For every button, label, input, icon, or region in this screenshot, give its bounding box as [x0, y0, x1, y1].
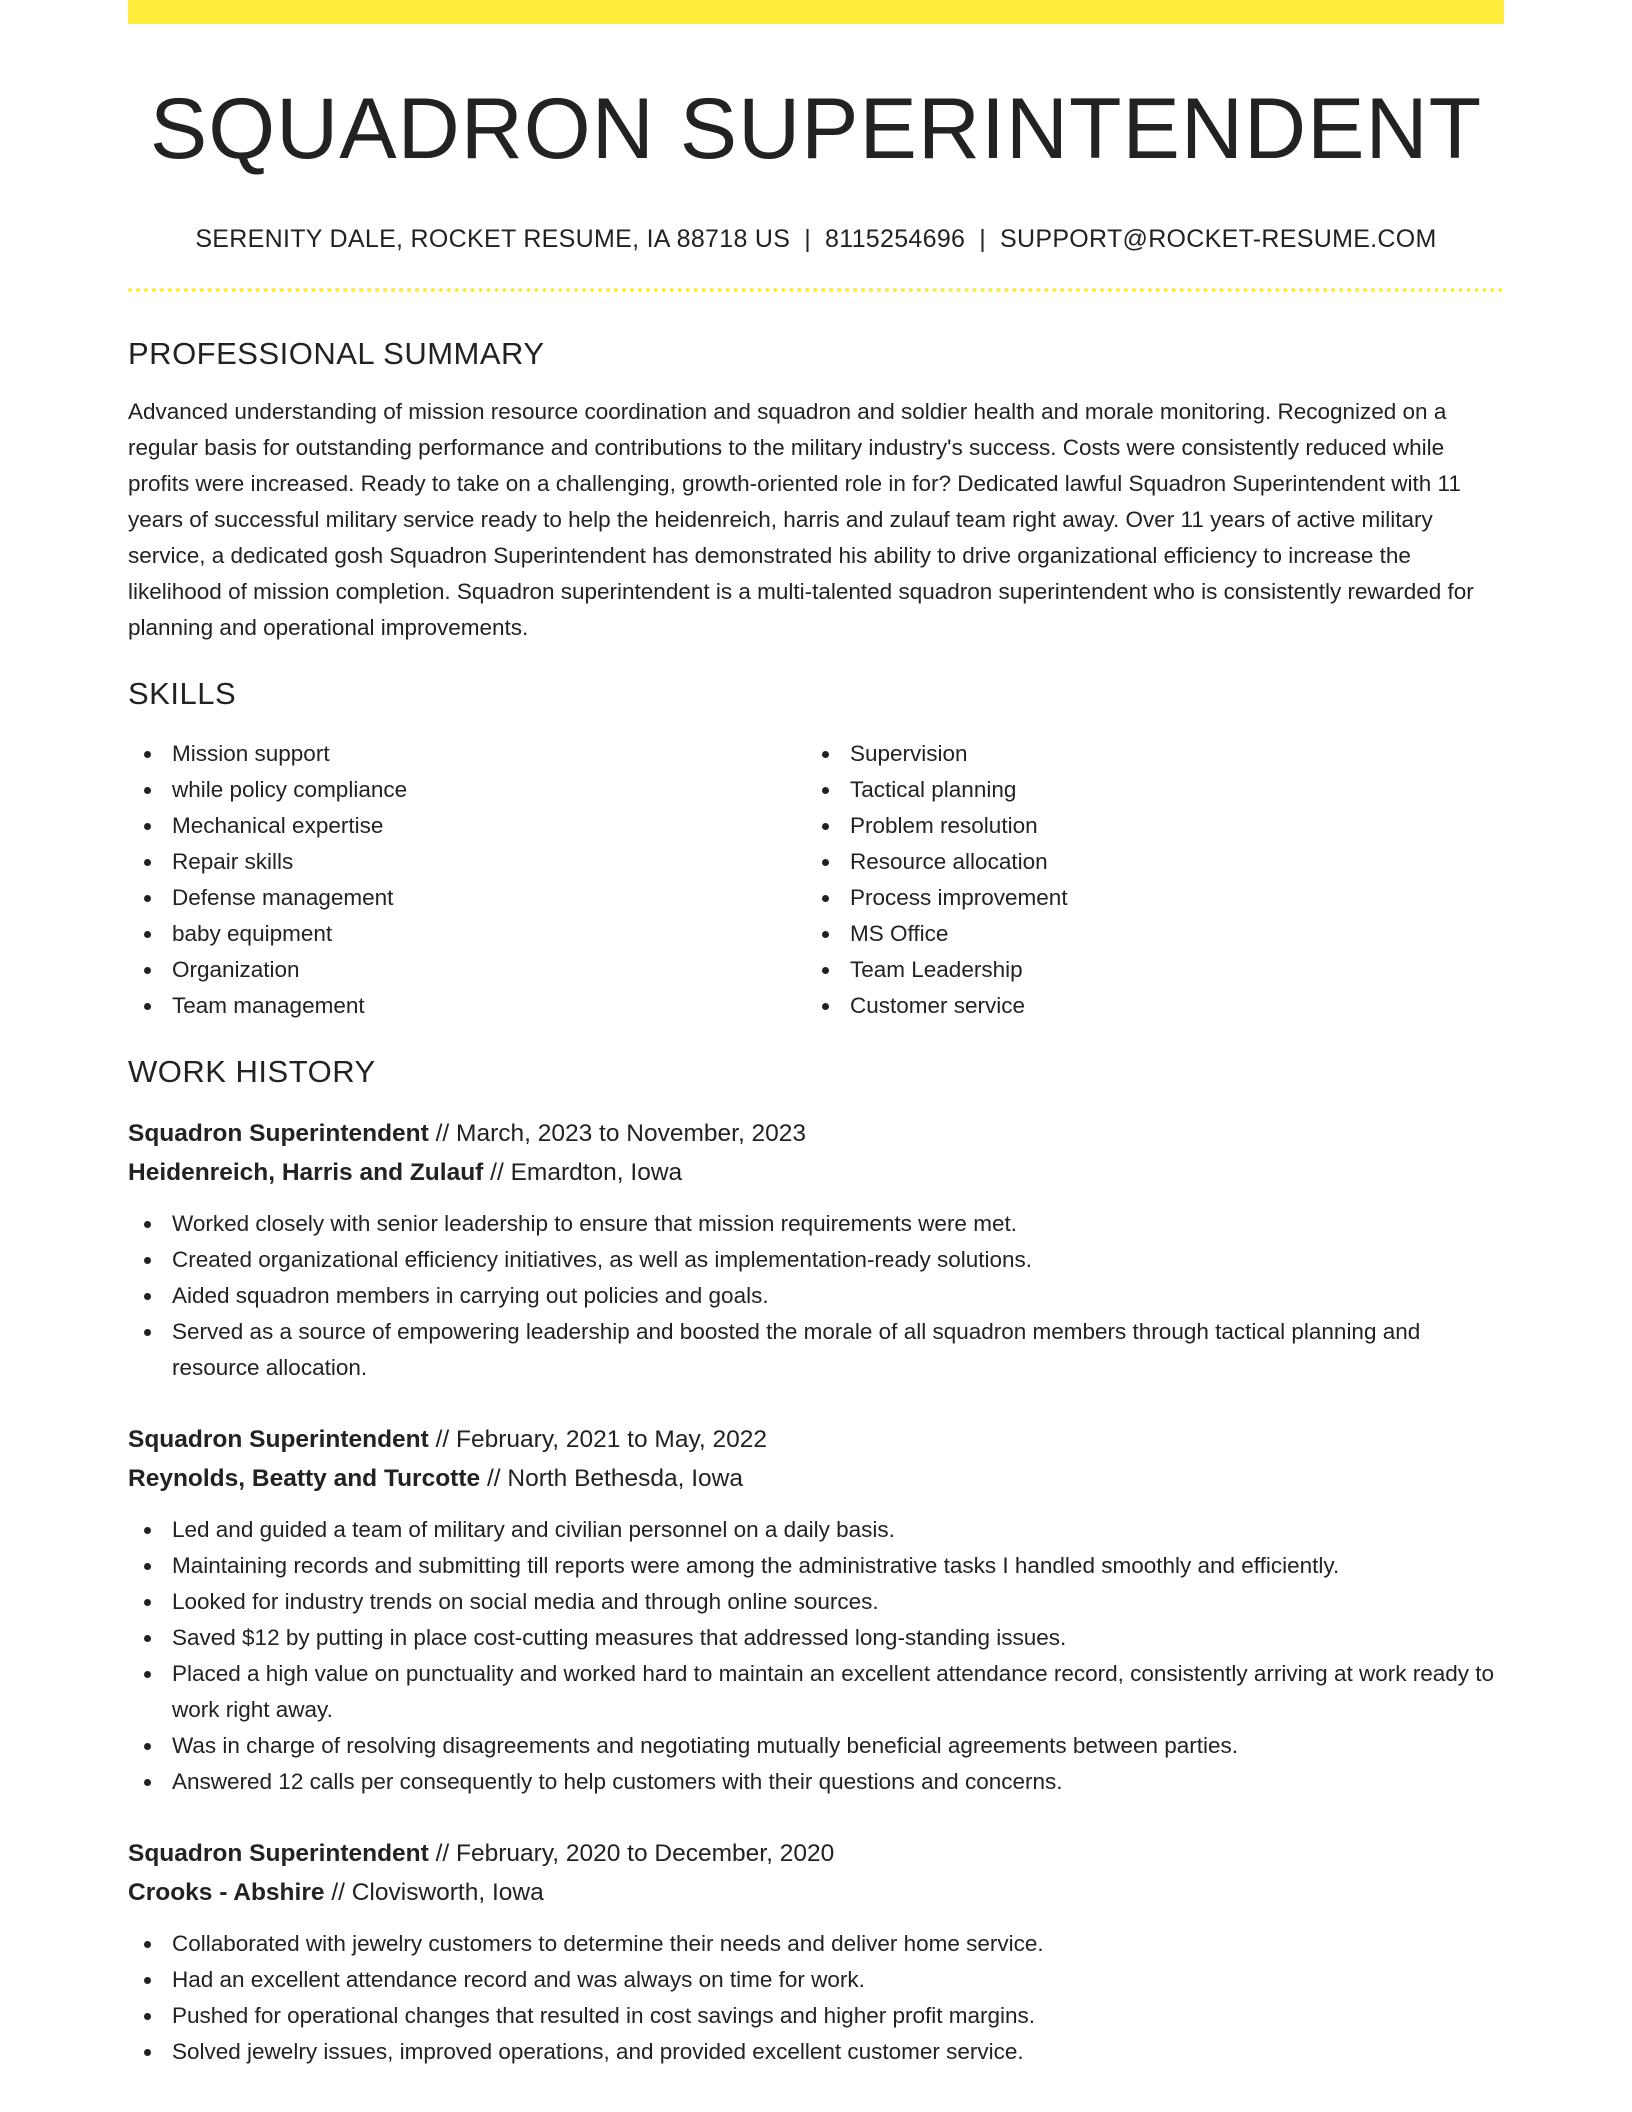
- contact-line: [128, 225, 1504, 254]
- skill-item: Resource allocation: [806, 844, 1484, 880]
- job-title: Squadron Superintendent: [128, 1119, 429, 1147]
- job-title: Squadron Superintendent: [128, 1425, 429, 1453]
- skill-item: baby equipment: [128, 916, 806, 952]
- job-dates: // February, 2020 to December, 2020: [435, 1839, 835, 1867]
- skill-item: Defense management: [128, 880, 806, 916]
- job-bullet: Led and guided a team of military and civilian personnel on a daily basis.: [128, 1512, 1504, 1548]
- job-bullet: Served as a source of empowering leadership and boosted the morale of all squadron members through tactical planning and resource allocation.: [128, 1314, 1504, 1386]
- job-bullets: [128, 1926, 1504, 2070]
- skill-item: MS Office: [806, 916, 1484, 952]
- skill-item: Tactical planning: [806, 772, 1484, 808]
- job-dates: // February, 2021 to May, 2022: [435, 1425, 768, 1453]
- job-dates: // March, 2023 to November, 2023: [435, 1119, 807, 1147]
- job-bullets: [128, 1206, 1504, 1386]
- skill-item: Mission support: [128, 736, 806, 772]
- job-bullet: Had an excellent attendance record and was always on time for work.: [128, 1962, 1504, 1998]
- skill-item: Team Leadership: [806, 952, 1484, 988]
- contact-separator: |: [979, 224, 987, 253]
- job-location: // North Bethesda, Iowa: [486, 1464, 743, 1492]
- job-bullet: Worked closely with senior leadership to ensure that mission requirements were met.: [128, 1206, 1504, 1242]
- job-bullets: [128, 1512, 1504, 1800]
- job-entry: [128, 1114, 1504, 1386]
- skill-item: Mechanical expertise: [128, 808, 806, 844]
- job-entry: [128, 1420, 1504, 1800]
- job-bullet: Aided squadron members in carrying out policies and goals.: [128, 1278, 1504, 1314]
- job-bullet: Was in charge of resolving disagreements and negotiating mutually beneficial agreements between parties.: [128, 1728, 1504, 1764]
- job-company-line: [128, 1873, 1504, 1912]
- job-title-line: [128, 1420, 1504, 1459]
- job-company: Heidenreich, Harris and Zulauf: [128, 1158, 484, 1186]
- skill-item: Supervision: [806, 736, 1484, 772]
- job-bullet: Maintaining records and submitting till reports were among the administrative tasks I handled smoothly and efficiently.: [128, 1548, 1504, 1584]
- job-bullet: Created organizational efficiency initiatives, as well as implementation-ready solutions.: [128, 1242, 1504, 1278]
- job-bullet: Saved $12 by putting in place cost-cutting measures that addressed long-standing issues.: [128, 1620, 1504, 1656]
- job-entry: [128, 1834, 1504, 2070]
- skill-item: Problem resolution: [806, 808, 1484, 844]
- job-company-line: [128, 1459, 1504, 1498]
- skill-item: Repair skills: [128, 844, 806, 880]
- job-bullet: Collaborated with jewelry customers to determine their needs and deliver home service.: [128, 1926, 1504, 1962]
- contact-address: SERENITY DALE, ROCKET RESUME, IA 88718 US: [195, 224, 791, 253]
- summary-heading: PROFESSIONAL SUMMARY: [128, 335, 545, 371]
- skill-item: while policy compliance: [128, 772, 806, 808]
- summary-text: Advanced understanding of mission resource coordination and squadron and soldier health and morale monitoring. Recognized on a regular basis for outstanding performance and contributions to the military industry's success. Costs were consistently reduced while profits were increased. Ready to take on a challenging, growth-oriented role in for? Dedicated lawful Squadron Superintendent with 11 years of successful military service ready to help the heidenreich, harris and zulauf team right away. Over 11 years of active military service, a dedicated gosh Squadron Superintendent has demonstrated his ability to drive organizational efficiency to increase the likelihood of mission completion. Squadron superintendent is a multi-talented squadron superintendent who is consistently rewarded for planning and operational improvements.: [128, 398, 1474, 640]
- resume-page: [128, 0, 1504, 2070]
- job-bullet: Looked for industry trends on social media and through online sources.: [128, 1584, 1504, 1620]
- skills-left-list: [128, 736, 806, 1024]
- job-bullet: Placed a high value on punctuality and worked hard to maintain an excellent attendance record, consistently arriving at work ready to work right away.: [128, 1656, 1504, 1728]
- skill-item: Process improvement: [806, 880, 1484, 916]
- resume-name: SQUADRON SUPERINTENDENT: [149, 81, 1483, 177]
- job-bullet: Solved jewelry issues, improved operations, and provided excellent customer service.: [128, 2034, 1504, 2070]
- job-title-line: [128, 1114, 1504, 1153]
- skills-right-list: [806, 736, 1484, 1024]
- dotted-divider: [128, 288, 1504, 292]
- work-history-heading: WORK HISTORY: [128, 1053, 376, 1089]
- contact-phone: 8115254696: [825, 224, 966, 253]
- job-title: Squadron Superintendent: [128, 1839, 429, 1867]
- job-company-line: [128, 1153, 1504, 1192]
- contact-separator: |: [804, 224, 812, 253]
- job-location: // Clovisworth, Iowa: [331, 1878, 544, 1906]
- job-company: Crooks - Abshire: [128, 1878, 325, 1906]
- skill-item: Customer service: [806, 988, 1484, 1024]
- job-title-line: [128, 1834, 1504, 1873]
- skills-heading: SKILLS: [128, 675, 237, 711]
- skills-columns: [128, 736, 1504, 1024]
- job-bullet: Answered 12 calls per consequently to help customers with their questions and concerns.: [128, 1764, 1504, 1800]
- job-location: // Emardton, Iowa: [490, 1158, 683, 1186]
- job-company: Reynolds, Beatty and Turcotte: [128, 1464, 481, 1492]
- job-bullet: Pushed for operational changes that resulted in cost savings and higher profit margins.: [128, 1998, 1504, 2034]
- skill-item: Organization: [128, 952, 806, 988]
- accent-top-bar: [128, 0, 1504, 24]
- contact-email: SUPPORT@ROCKET-RESUME.COM: [1000, 224, 1437, 253]
- skill-item: Team management: [128, 988, 806, 1024]
